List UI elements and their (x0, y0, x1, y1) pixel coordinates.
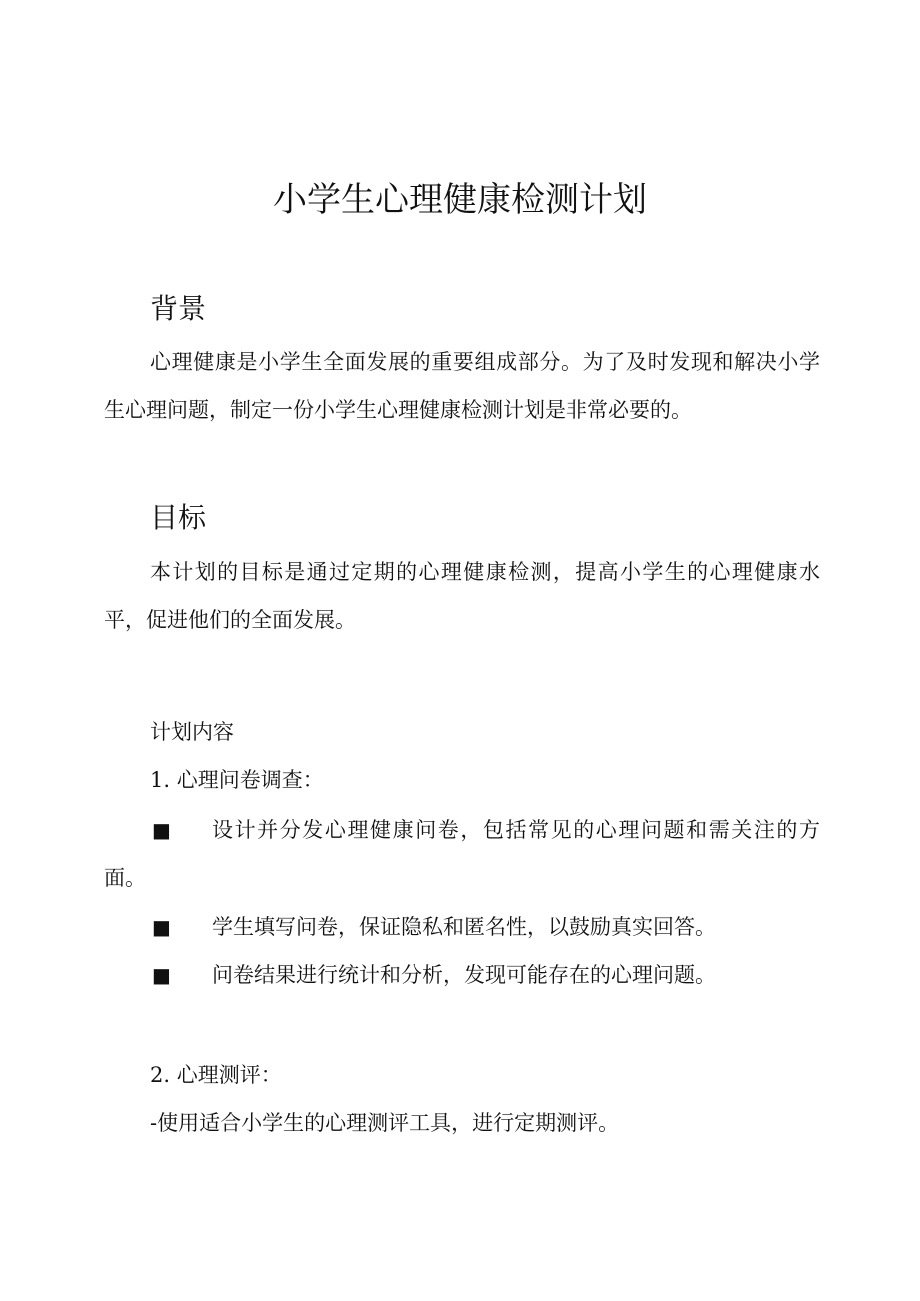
background-paragraph: 心理健康是小学生全面发展的重要组成部分。为了及时发现和解决小学生心理问题，制定一份小学生心理健康检测计划是非常必要的。 (104, 350, 820, 422)
bullet-text: 设计并分发心理健康问卷，包括常见的心理问题和需关注的方面。 (104, 818, 820, 890)
bullet-text: 问卷结果进行统计和分析，发现可能存在的心理问题。 (212, 963, 716, 987)
plan-heading: 计划内容 (150, 720, 234, 744)
section2-title: 2. 心理测评： (150, 1063, 282, 1087)
document-title: 小学生心理健康检测计划 (273, 180, 647, 220)
background-heading: 背景 (150, 292, 207, 325)
square-bullet-icon: ■ (152, 963, 171, 987)
section2-item: -使用适合小学生的心理测评工具，进行定期测评。 (150, 1111, 620, 1135)
square-bullet-icon: ■ (152, 818, 171, 842)
list-item (104, 951, 820, 999)
bullet-text: 学生填写问卷，保证隐私和匿名性，以鼓励真实回答。 (212, 915, 716, 939)
goal-heading: 目标 (150, 501, 207, 534)
goal-paragraph: 本计划的目标是通过定期的心理健康检测，提高小学生的心理健康水平，促进他们的全面发展。 (104, 560, 820, 632)
section1-title: 1. 心理问卷调查： (150, 768, 324, 792)
square-bullet-icon: ■ (152, 915, 171, 939)
list-item (104, 806, 820, 902)
list-item (104, 903, 820, 951)
